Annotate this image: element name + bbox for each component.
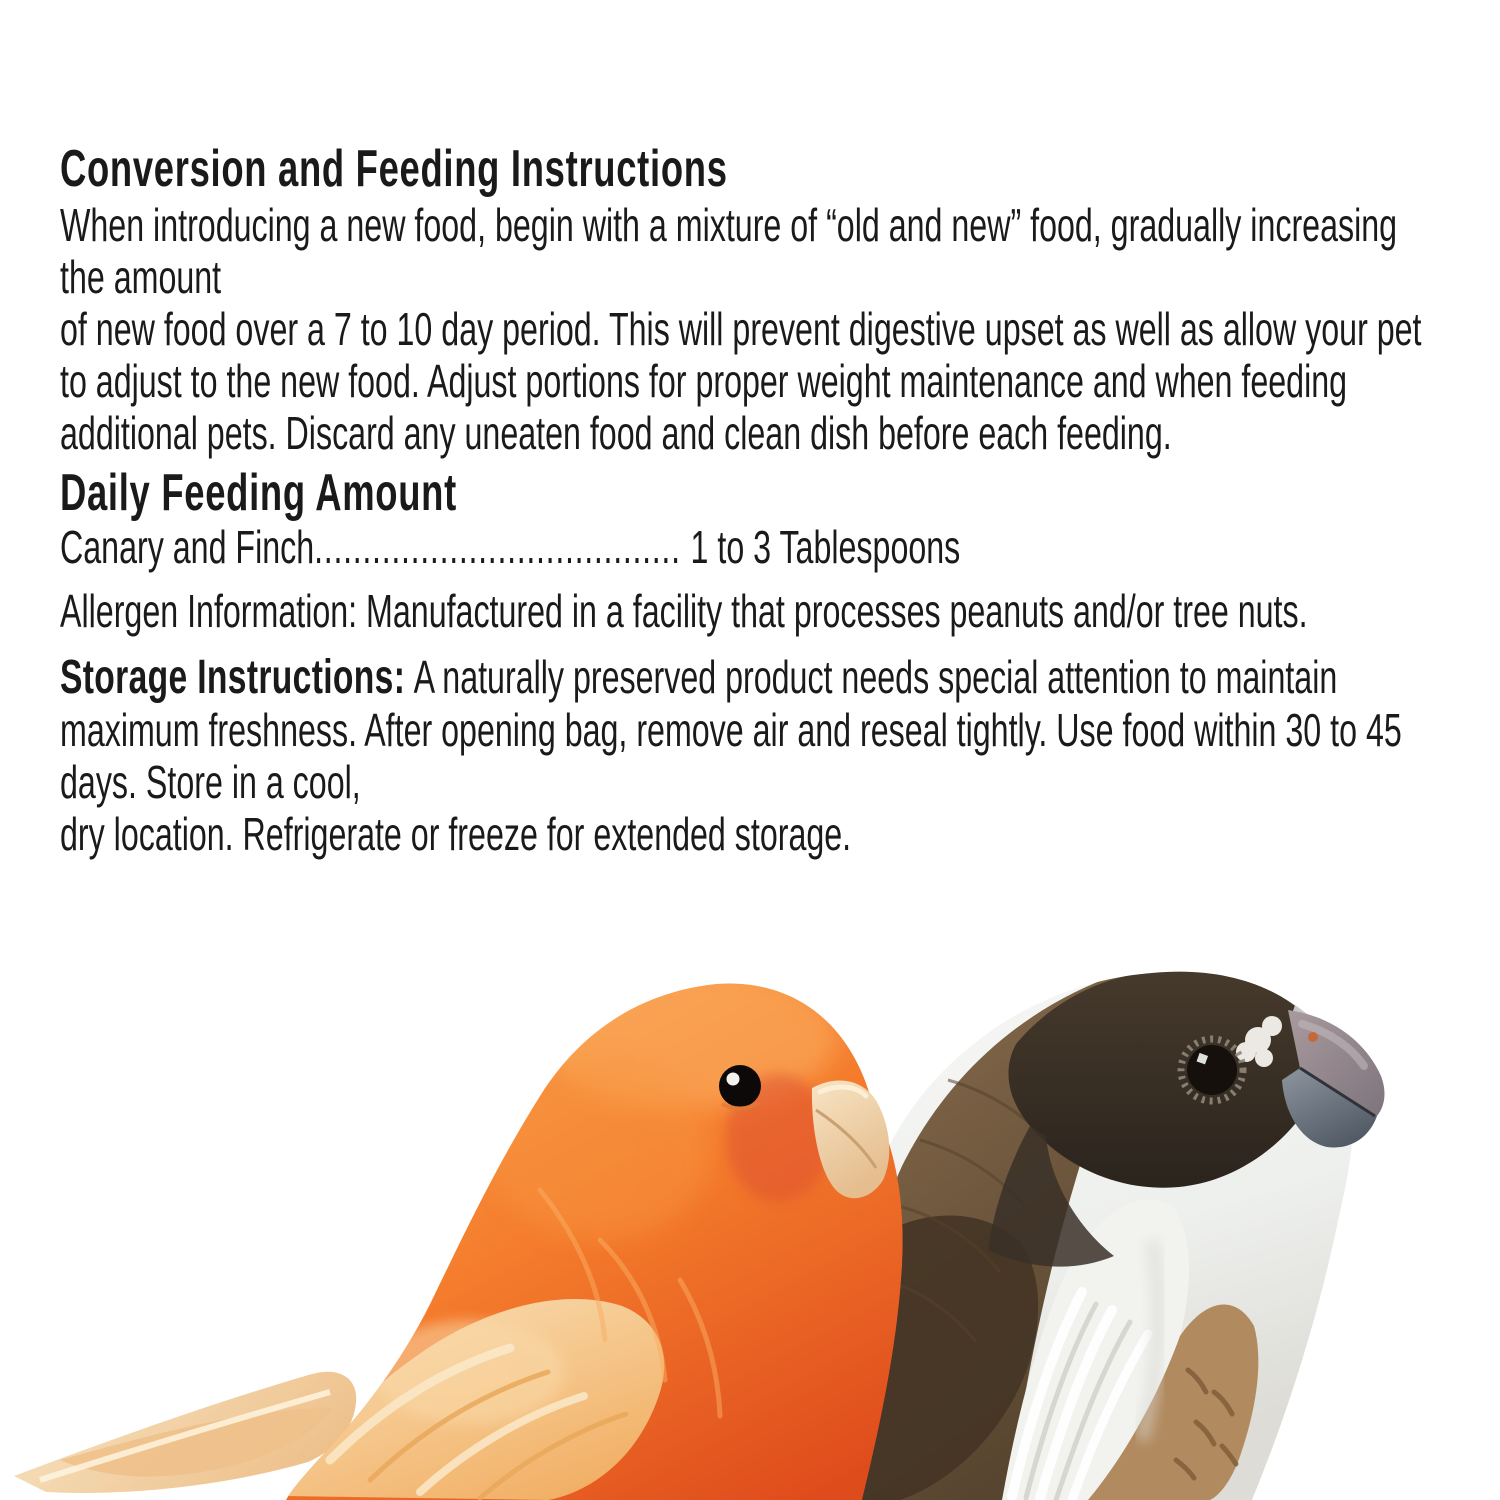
society-finch	[845, 970, 1385, 1500]
conversion-heading: Conversion and Feeding Instructions	[60, 140, 728, 198]
canary-bird	[14, 966, 903, 1500]
birds-photo	[0, 940, 1500, 1500]
leader-dots: ......................................	[314, 521, 681, 573]
text-line: of new food over a 7 to 10 day period. This will prevent digestive upset as well as allow your pet	[60, 303, 1422, 355]
canary-wing-tip	[14, 1372, 356, 1493]
feeding-amount-row	[60, 521, 1500, 573]
text-line: When introducing a new food, begin with a mixture of “old and new” food, gradually increasing	[60, 199, 1398, 251]
text-line: additional pets. Discard any uneaten food and clean dish before each feeding.	[60, 407, 1172, 459]
finch-eye	[1181, 1039, 1243, 1101]
conversion-paragraph-1	[60, 199, 1500, 303]
text-line: days. Store in a cool,	[60, 756, 361, 808]
text-line	[60, 651, 1500, 704]
storage-instructions	[60, 651, 1500, 860]
allergen-information: Allergen Information: Manufactured in a facility that processes peanuts and/or tree nuts.	[60, 585, 1308, 637]
conversion-paragraph-2	[60, 303, 1500, 459]
text-line: to adjust to the new food. Adjust portions for proper weight maintenance and when feeding	[60, 355, 1348, 407]
label-text-column	[60, 141, 1500, 860]
storage-line-rest: A naturally preserved product needs special attention to maintain	[413, 651, 1338, 703]
text-line: dry location. Refrigerate or freeze for extended storage.	[60, 808, 852, 860]
feeding-species: Canary and Finch	[60, 521, 315, 573]
storage-heading: Storage Instructions:	[60, 651, 406, 704]
feeding-amount-value: 1 to 3 Tablespoons	[690, 521, 961, 573]
daily-feeding-heading: Daily Feeding Amount	[60, 464, 457, 522]
text-line: the amount	[60, 251, 222, 303]
text-line: maximum freshness. After opening bag, remove air and reseal tightly. Use food within 30 to 45	[60, 704, 1402, 756]
